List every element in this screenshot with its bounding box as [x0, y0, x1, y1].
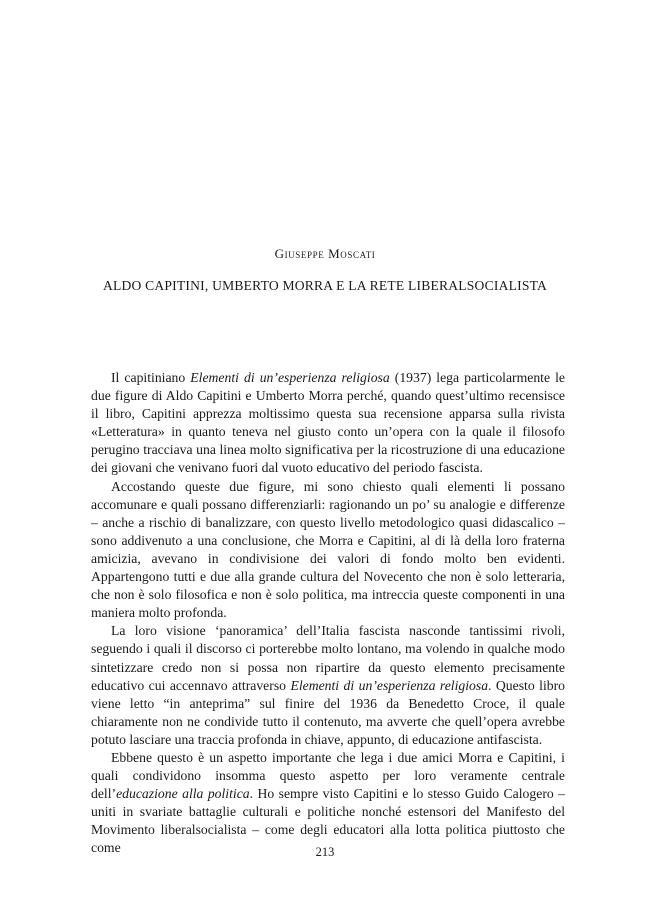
paragraph-text: Ebbene questo è un aspetto importante che lega i due amici Morra e Capitini, i quali condividono insomma questo aspetto per loro veramente centrale dell’: [91, 749, 565, 802]
paragraph-text: . Ho sempre visto Capitini e lo stesso Guido Calogero – uniti in svariate battaglie culturali e politiche nonché estensori del Manifesto del Movimento liberalsocialista – come degli educatori alla lotta politica piuttosto che come: [91, 786, 565, 856]
paragraph-text: Accostando queste due figure, mi sono chiesto quali elementi li possano accomunare e quali possano differenziarli: ragionando un po’ su analogie e differenze – anche a rischio di banalizzare, con questo livello metodologico quasi didascalico – sono addivenuto a una conclusione, che Morra e Capitini, al di là della loro fraterna amicizia, avevano in condivisione dei valori di fondo molto ben evidenti. Appartengono tutti e due alla grande cultura del Novecento che non è solo letteraria, che non è solo filosofica e non è solo politica, ma intreccia queste componenti in una maniera molto profonda.: [91, 478, 565, 621]
book-title-italic: Elementi di un’esperienza religiosa: [190, 370, 390, 385]
paragraph: [91, 478, 565, 623]
paragraph-text: . Questo libro viene letto “in anteprima” sul finire del 1936 da Benedetto Croce, il quale chiaramente non ne condivide tutto il contenuto, ma avverte che quell’opera avrebbe potuto lasciare una traccia profonda in chiave, appunto, di educazione antifascista.: [91, 677, 565, 747]
book-title-italic: Elementi di un’esperienza religiosa: [290, 677, 489, 693]
paragraph-text: (1937) lega particolarmente le due figure di Aldo Capitini e Umberto Morra perché, quando quest’ultimo recensisce il libro, Capitini apprezza moltissimo questa sua recensione apparsa sulla rivista «Letteratura» in quanto teneva nel giusto conto un’opera con la quale il filosofo perugino tracciava una linea molto significativa per la ricostruzione di una educazione dei giovani che venivano fuori dal vuoto educativo del periodo fascista.: [91, 370, 565, 476]
article-body: [91, 369, 565, 858]
page-number: 213: [315, 845, 335, 859]
paragraph: [91, 369, 565, 478]
paragraph-text: La loro visione ‘panoramica’ dell’Italia fascista nasconde tantissimi rivoli, seguendo i quali il discorso ci porterebbe molto lontano, ma volendo in qualche modo sintetizzare credo non si possa non ripartire da questo elemento precisamente educativo cui accennavo attraverso: [91, 623, 565, 693]
author-name: Giuseppe Moscati: [274, 246, 376, 261]
paragraph: [91, 749, 565, 858]
article-title: ALDO CAPITINI, UMBERTO MORRA E LA RETE LIBERALSOCIALISTA: [102, 278, 548, 293]
paragraph: [91, 622, 565, 749]
emphasis-italic: educazione alla politica: [116, 786, 250, 802]
paragraph-text: Il capitiniano: [111, 370, 191, 385]
